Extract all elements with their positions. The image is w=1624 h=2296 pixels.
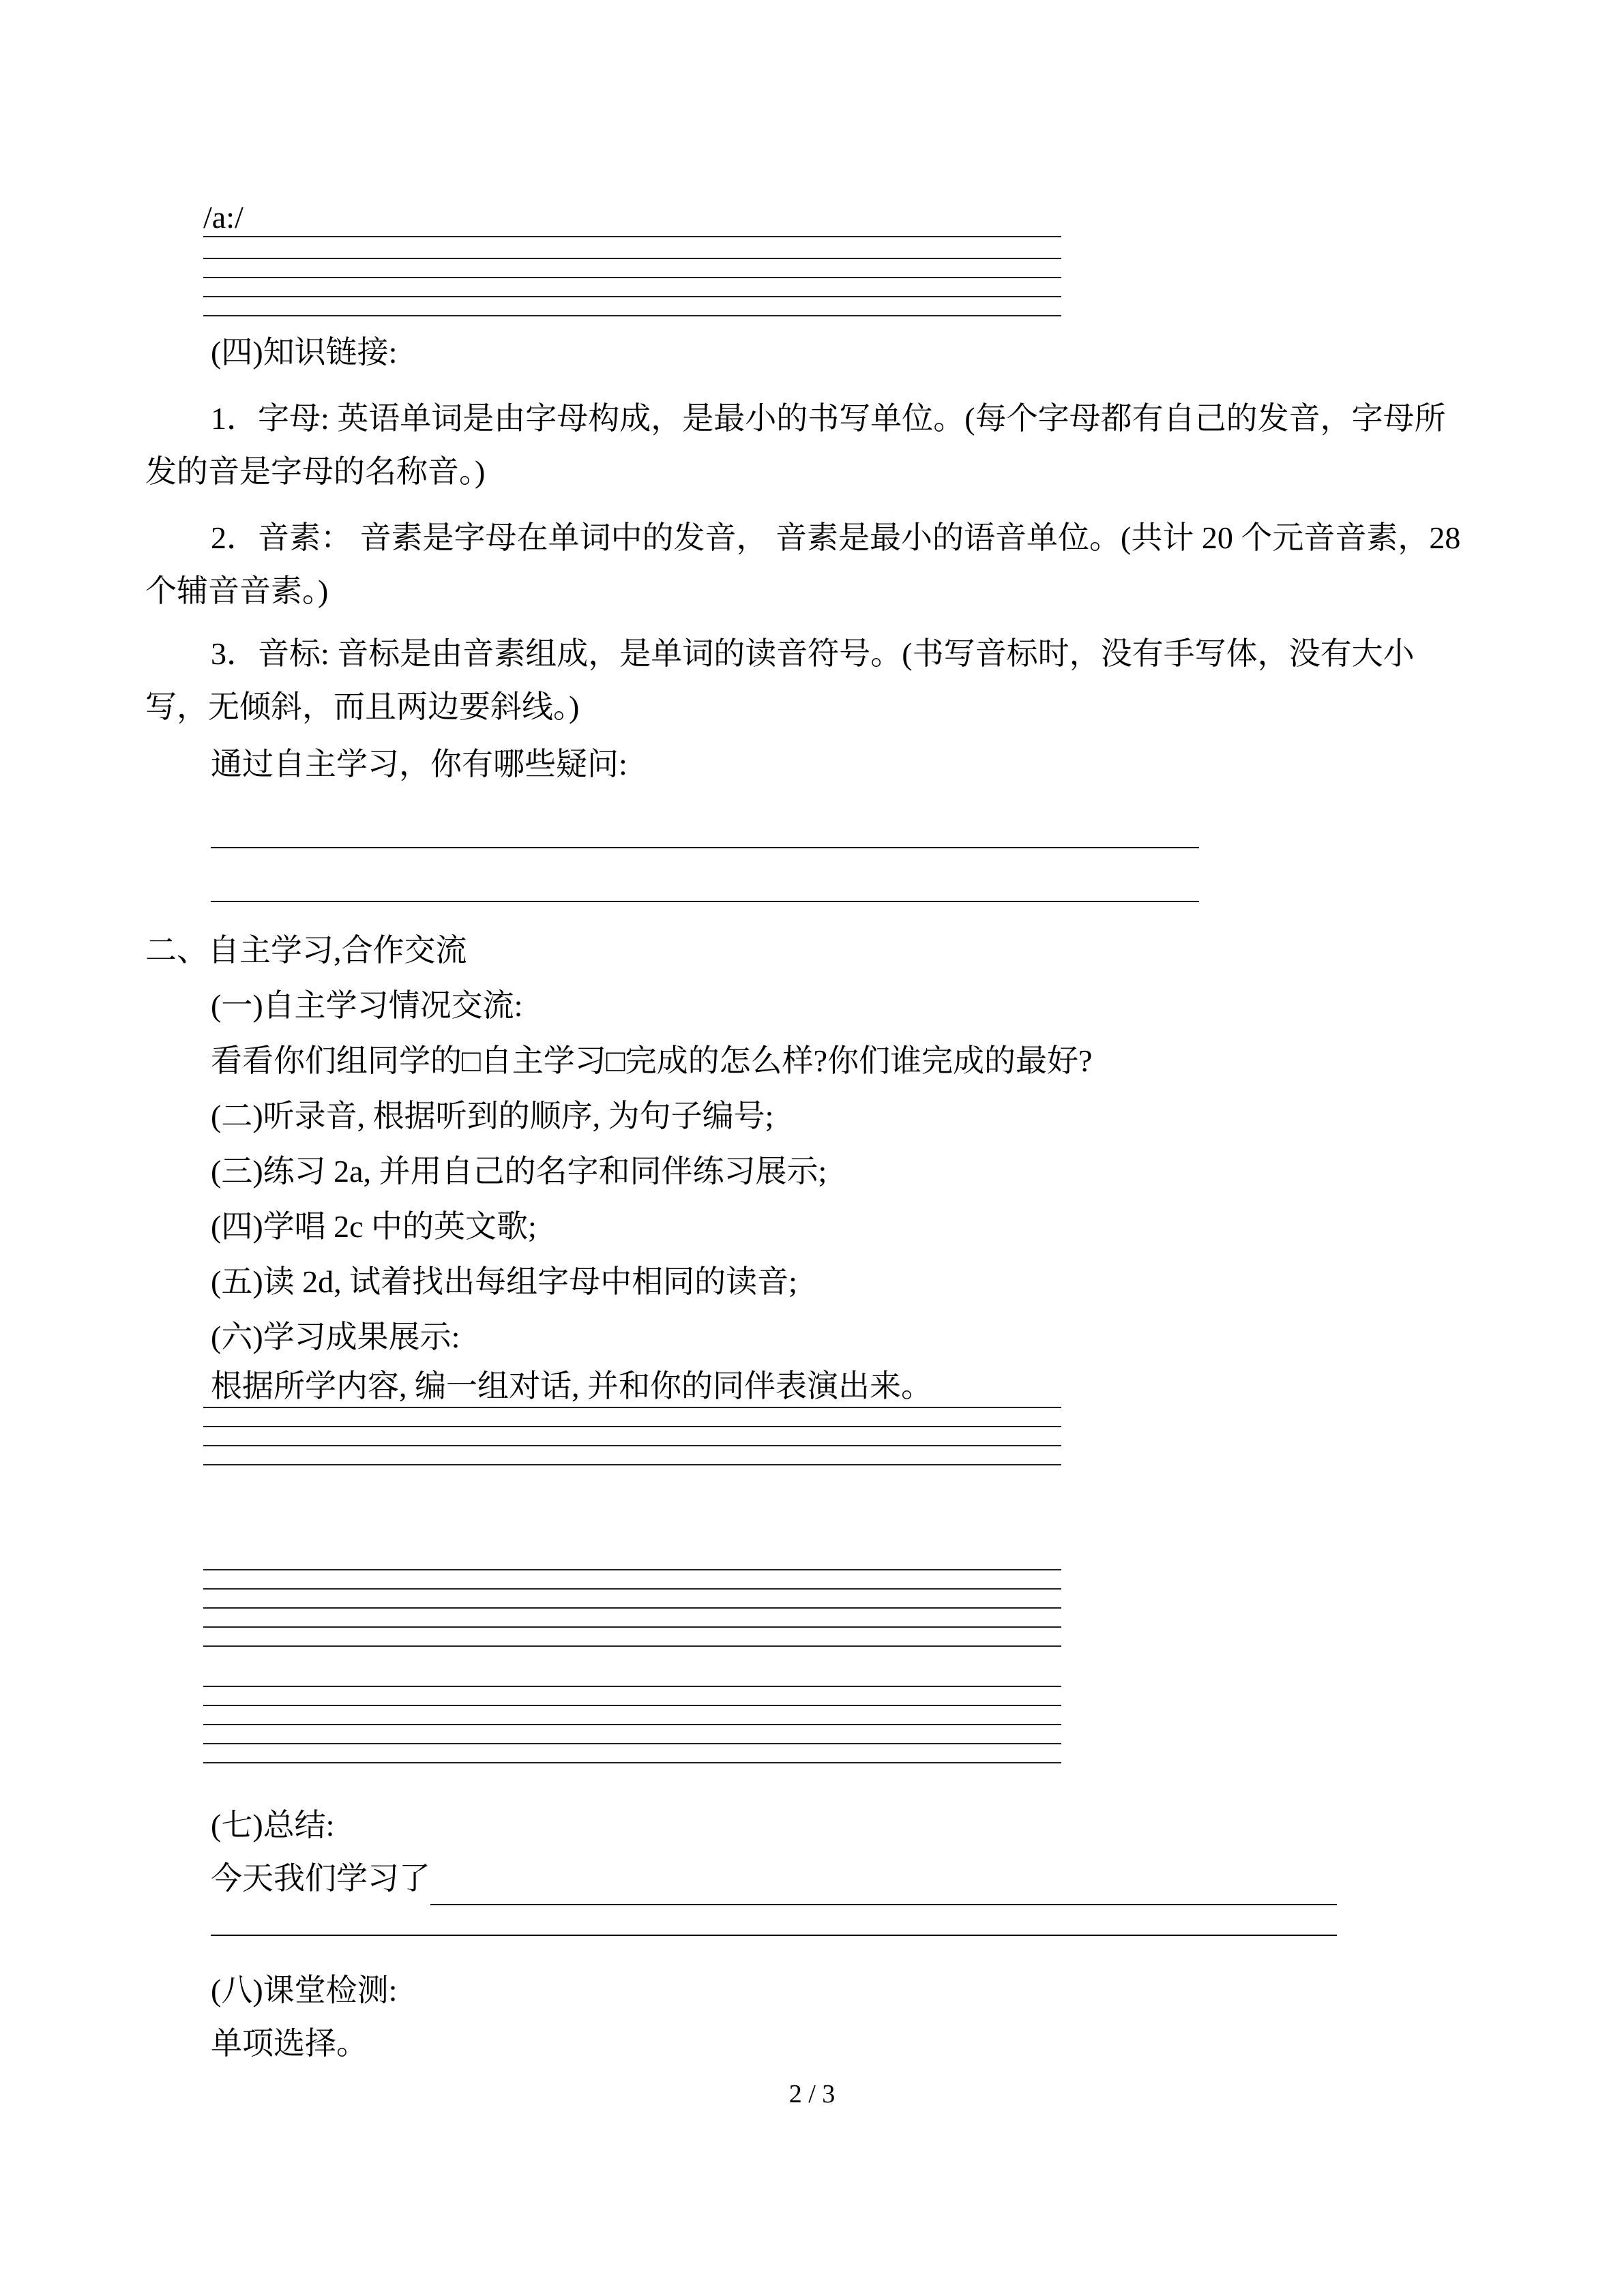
knowledge-heading: (四)知识链接: <box>211 335 398 370</box>
knowledge-item-2: 2．音素： 音素是字母在单词中的发音， 音素是最小的语音单位。(共计 20 个元音音素，28 个辅音音素。) <box>145 520 1461 608</box>
staff-line <box>203 278 1061 297</box>
knowledge-item-1: 1．字母: 英语单词是由字母构成，是最小的书写单位。(每个字母都有自己的发音，字母所发的音是字母的名称音。) <box>145 401 1446 489</box>
blank-line-3 <box>211 1905 1337 1936</box>
step-item-1-text: 看看你们组同学的□自主学习□完成的怎么样?你们谁完成的最好? <box>211 1043 1093 1078</box>
staff-line <box>203 1446 1061 1465</box>
writing-staff-middle <box>203 1551 1061 1647</box>
step-item-3: (三)练习 2a, 并用自己的名字和同伴练习展示; <box>211 1154 827 1189</box>
blank-line-2 <box>211 848 1199 902</box>
writing-staff-bottom <box>203 1668 1061 1763</box>
quiz-heading: (八)课堂检测: <box>211 1973 398 2008</box>
step-item-6: (六)学习成果展示: <box>211 1320 460 1354</box>
staff-line <box>203 1687 1061 1706</box>
summary-heading: (七)总结: <box>211 1808 335 1843</box>
question-prompt: 通过自主学习，你有哪些疑问: <box>211 747 628 781</box>
summary-lead: 今天我们学习了 <box>211 1861 430 1896</box>
step-item-2: (二)听录音, 根据听到的顺序, 为句子编号; <box>211 1099 774 1133</box>
staff-line <box>203 1427 1061 1446</box>
staff-line <box>203 240 1061 259</box>
fill-in-blank <box>430 1852 1337 1905</box>
section-heading: 二、自主学习,合作交流 <box>145 933 467 968</box>
page-number: 2 / 3 <box>788 2080 836 2108</box>
staff-line <box>203 1706 1061 1725</box>
staff-line <box>203 1668 1061 1687</box>
staff-line <box>203 297 1061 316</box>
phonetic-symbol-line <box>203 199 1061 237</box>
dialogue-instruction: 根据所学内容, 编一组对话, 并和你的同伴表演出来。 <box>203 1366 1061 1408</box>
staff-line <box>203 1725 1061 1744</box>
writing-staff-top <box>203 240 1061 316</box>
staff-line <box>203 1408 1061 1427</box>
summary-line <box>211 1852 1337 1905</box>
staff-line <box>203 1570 1061 1590</box>
staff-line <box>203 1590 1061 1609</box>
step-item-5: (五)读 2d, 试着找出每组字母中相同的读音; <box>211 1264 797 1299</box>
staff-line <box>203 1609 1061 1628</box>
staff-line <box>203 1628 1061 1647</box>
blank-line-1 <box>211 791 1199 848</box>
staff-line <box>203 259 1061 278</box>
step-item-1: (一)自主学习情况交流: <box>211 988 523 1023</box>
phonetic-symbol: /a:/ <box>203 200 243 235</box>
step-item-4: (四)学唱 2c 中的英文歌; <box>211 1209 537 1244</box>
staff-line <box>203 1551 1061 1570</box>
quiz-type-label: 单项选择。 <box>211 2026 368 2061</box>
staff-line <box>203 1744 1061 1763</box>
knowledge-item-3: 3．音标: 音标是由音素组成，是单词的读音符号。(书写音标时，没有手写体，没有大小写，无倾斜，而且两边要斜线。) <box>145 636 1415 724</box>
dialogue-writing-area <box>203 1366 1061 1465</box>
